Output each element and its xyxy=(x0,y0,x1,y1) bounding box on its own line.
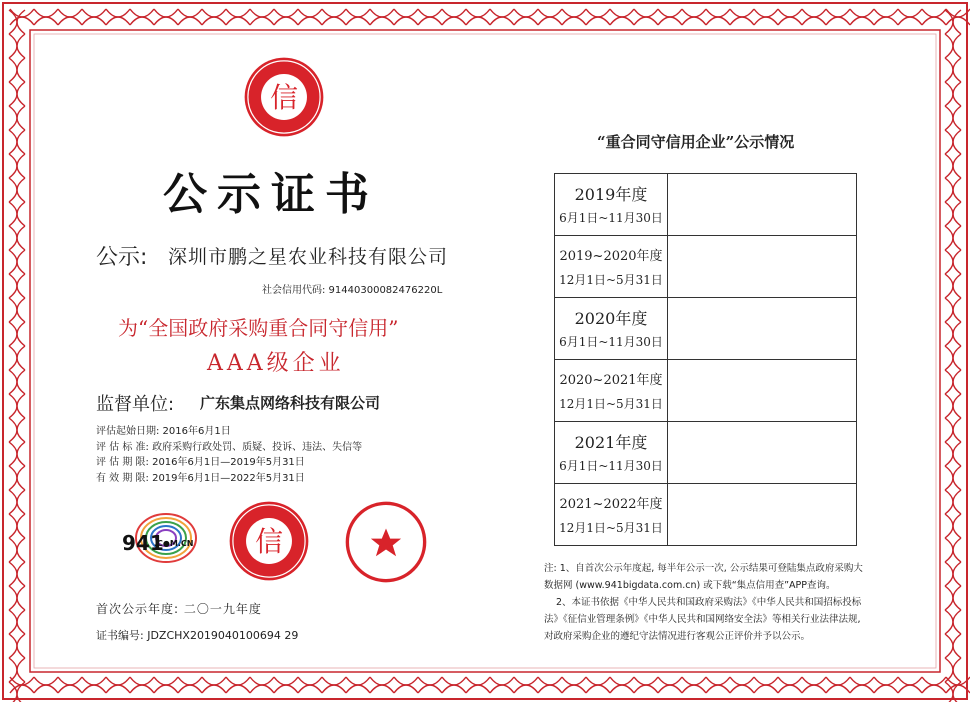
logo-941 xyxy=(116,505,202,575)
period-range: 12月1日~5月31日 xyxy=(559,520,663,535)
credit-code: 社会信用代码: 91440300082476220L xyxy=(262,285,443,296)
company-red-stamp xyxy=(344,500,428,584)
period-range: 12月1日~5月31日 xyxy=(559,272,663,287)
evaluation-details xyxy=(96,424,362,486)
period-range: 6月1日~11月30日 xyxy=(559,334,663,349)
table-row xyxy=(555,360,857,422)
period-range: 6月1日~11月30日 xyxy=(559,458,663,473)
result-cell xyxy=(668,422,857,484)
table-row xyxy=(555,174,857,236)
period-year: 2021~2022年度 xyxy=(559,496,663,512)
result-cell xyxy=(668,174,857,236)
first-publish-year: 首次公示年度: 二〇一九年度 xyxy=(96,602,262,616)
period-range: 12月1日~5月31日 xyxy=(559,396,663,411)
logo-941-main: 941 xyxy=(122,531,164,555)
detail-line: 评估起始日期: 2016年6月1日 xyxy=(96,426,231,437)
result-cell xyxy=(668,236,857,298)
top-credit-seal xyxy=(243,56,325,138)
honor-line-2: AAA级企业 xyxy=(207,351,345,376)
table-row xyxy=(555,236,857,298)
company-name: 深圳市鹏之星农业科技有限公司 xyxy=(168,246,449,268)
note-1: 注: 1、自首次公示年度起, 每半年公示一次, 公示结果可登陆集点政府采购大数据网 (www.941bigdata.com.cn) 或下载“集点信用查”APP查询。 xyxy=(544,563,863,591)
svg-text:信: 信 xyxy=(255,524,283,558)
table-row xyxy=(555,484,857,546)
publicity-table xyxy=(554,173,857,546)
table-row xyxy=(555,298,857,360)
honor-line-1: 为“全国政府采购重合同守信用” xyxy=(118,316,399,340)
period-year: 2019年度 xyxy=(574,184,648,204)
result-cell xyxy=(668,484,857,546)
table-row xyxy=(555,422,857,484)
svg-text:信: 信 xyxy=(270,80,298,114)
publicity-heading: “重合同守信用企业”公示情况 xyxy=(597,133,795,151)
logo-941-sub: .C●M.CN xyxy=(154,539,194,548)
detail-line: 有 效 期 限: 2019年6月1日—2022年5月31日 xyxy=(96,472,305,484)
supervisor-name: 广东集点网络科技有限公司 xyxy=(200,394,381,412)
detail-line: 评 估 标 准: 政府采购行政处罚、质疑、投诉、违法、失信等 xyxy=(96,441,363,453)
period-year: 2021年度 xyxy=(574,432,648,452)
period-range: 6月1日~11月30日 xyxy=(559,210,663,225)
supervisor-label: 监督单位: xyxy=(96,394,175,415)
period-year: 2019~2020年度 xyxy=(559,248,663,264)
result-cell xyxy=(668,360,857,422)
middle-credit-seal xyxy=(228,500,310,582)
period-year: 2020年度 xyxy=(574,308,648,328)
certificate-title: 公示证书 xyxy=(163,169,379,220)
result-cell xyxy=(668,298,857,360)
detail-line: 评 估 期 限: 2016年6月1日—2019年5月31日 xyxy=(96,457,305,468)
certificate-number: 证书编号: JDZCHX2019040100694 29 xyxy=(96,629,299,642)
company-prefix: 公示: xyxy=(96,245,148,270)
certificate-notes xyxy=(544,560,866,645)
period-year: 2020~2021年度 xyxy=(559,372,663,388)
note-2: 2、本证书依据《中华人民共和国政府采购法》《中华人民共和国招标投标法》《征信业管理条例》《中华人民共和国网络安全法》等相关行业法律法规, 对政府采购企业的遵纪守法情况进行客观公正评价并予以公示。 xyxy=(544,597,862,642)
